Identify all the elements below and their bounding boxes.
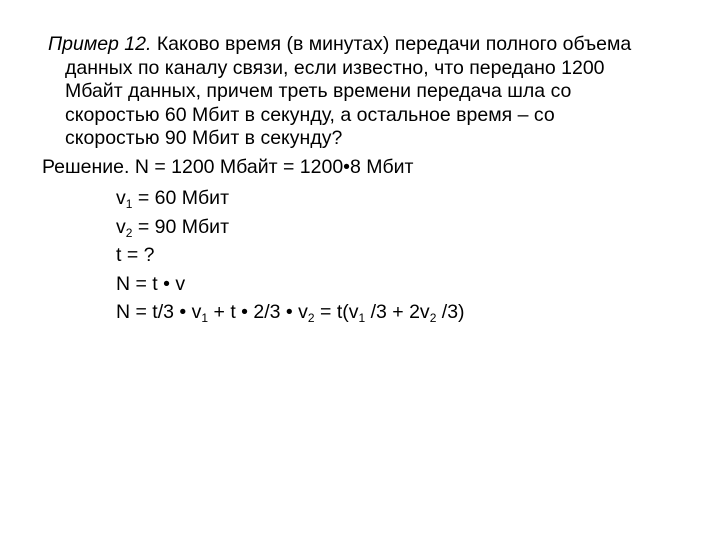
- problem-line-5: скоростью 90 Мбит в секунду?: [65, 127, 343, 149]
- problem-line-3: Мбайт данных, причем треть времени передача шла со: [65, 80, 572, 102]
- problem-statement: [48, 33, 668, 151]
- problem-line-1: [48, 33, 668, 57]
- final-sub-4: 2: [429, 311, 437, 325]
- problem-line-2: данных по каналу связи, если известно, что передано 1200: [65, 56, 605, 79]
- final-sub-3: 1: [358, 311, 366, 325]
- formula-t: t = ?: [116, 244, 155, 266]
- v1-value: = 60 Мбит: [132, 187, 230, 209]
- formula-v1: [116, 186, 465, 215]
- final-sub-1: 1: [201, 311, 209, 325]
- formula-n: N = t • v: [116, 272, 186, 295]
- v1-symbol: v: [116, 187, 126, 209]
- v1-subscript: 1: [125, 197, 133, 211]
- formula-list: [116, 186, 465, 329]
- final-part-5: /3): [436, 301, 465, 323]
- final-part-2: + t • 2/3 • v: [208, 301, 308, 323]
- formula-final: [116, 300, 465, 329]
- problem-text-1: Каково время (в минутах) передачи полного объема: [151, 33, 632, 55]
- final-part-1: N = t/3 • v: [116, 301, 202, 323]
- v2-value: = 90 Мбит: [132, 215, 230, 238]
- problem-line-4: скоростью 60 Мбит в секунду, а остальное время – со: [65, 103, 555, 126]
- final-part-3: = t(v: [314, 301, 359, 323]
- v2-symbol: v: [116, 215, 126, 238]
- solution-heading: Решение. N = 1200 Мбайт = 1200•8 Мбит: [42, 156, 414, 178]
- example-label: Пример 12.: [48, 33, 152, 55]
- formula-v2: [116, 215, 465, 244]
- final-part-4: /3 + 2v: [365, 301, 430, 323]
- v2-subscript: 2: [125, 225, 133, 240]
- final-sub-2: 2: [307, 311, 315, 325]
